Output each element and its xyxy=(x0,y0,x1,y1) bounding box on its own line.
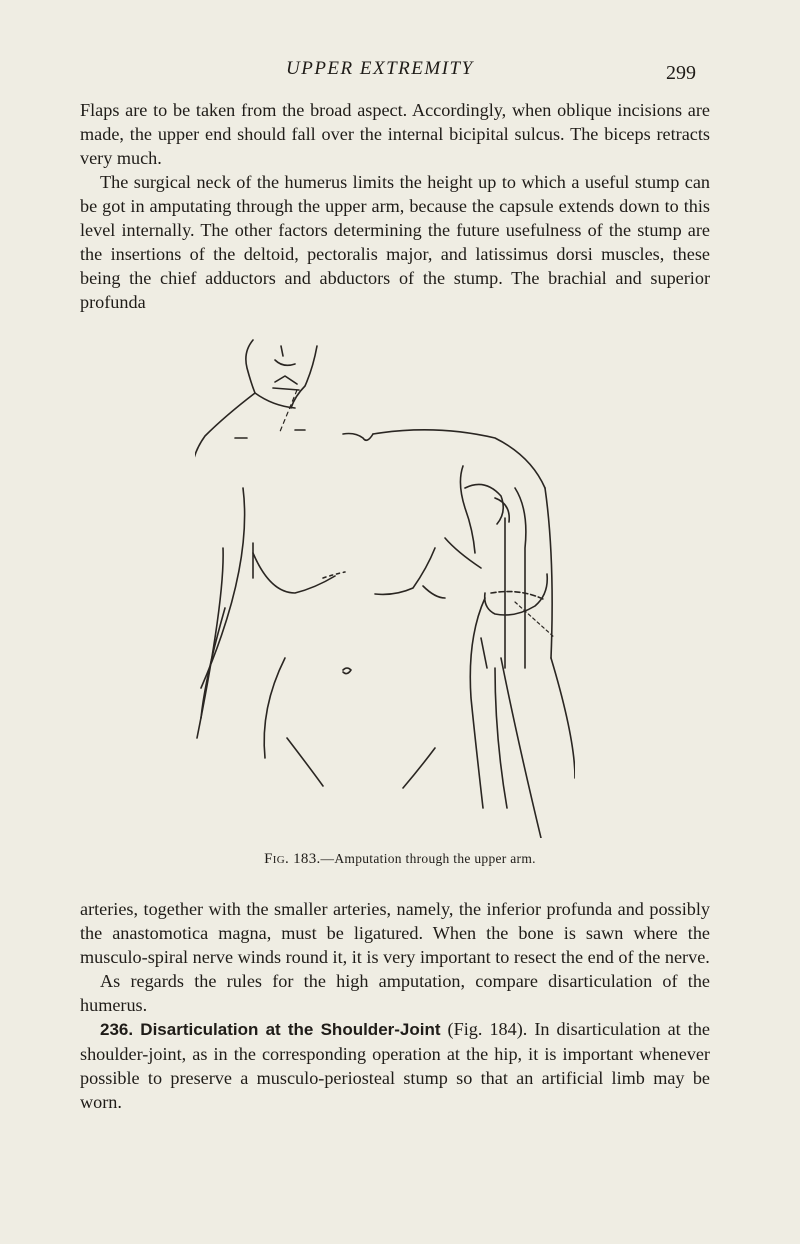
paragraph-surgical-neck: The surgical neck of the humerus limits the height up to which a useful stump can be got in amputating through the upper arm, because the capsule extends down to this level internally. The other factors determining the future usefulness of the stump are the insertions of the deltoid, pectoralis major, and latissimus dorsi muscles, these being the chief adductors and abductors of the stump. The brachial and superior profunda xyxy=(80,172,710,312)
neck-outline-right xyxy=(291,346,317,408)
arm-outer-lower xyxy=(551,658,575,778)
left-pectoral-curve xyxy=(253,553,335,593)
lip-mark xyxy=(281,346,283,356)
arm-outer-line xyxy=(515,488,526,668)
figure-label: Fig. 183. xyxy=(264,851,321,867)
page-number: 299 xyxy=(666,62,696,84)
incision-guide xyxy=(491,592,545,600)
humeral-head xyxy=(465,484,503,524)
larynx-line xyxy=(273,388,299,390)
paragraph-arteries: arteries, together with the smaller arteries, namely, the inferior profunda and possibly the anastomotica magna, must be ligatured. When the bone is sawn where the musculo-spiral nerve winds round it, it is very important to resect the end of the nerve. xyxy=(80,899,710,967)
arm-inner-line xyxy=(495,668,507,808)
chin-mark xyxy=(275,360,295,365)
amputation-incision xyxy=(485,574,548,615)
amputation-illustration xyxy=(195,338,575,838)
figure-caption-text: —Amputation through the upper arm. xyxy=(320,851,536,866)
left-flank-line xyxy=(264,658,285,758)
paragraph-high-amputation: As regards the rules for the high amputation, compare disarticulation of the humerus. xyxy=(80,971,710,1015)
body-text-top xyxy=(80,98,710,314)
running-title: UPPER EXTREMITY xyxy=(286,58,474,79)
humeral-head-inner xyxy=(495,498,509,522)
right-shoulder-outline xyxy=(373,430,545,488)
arm-inner-upper xyxy=(481,638,487,668)
right-axilla xyxy=(423,586,445,598)
body-text-bottom xyxy=(80,897,710,1114)
section-text: (Fig. 184). In disarticulation at the shoulder-joint, as in the corresponding operation at the hip, it is important whenever possible to preserve a musculo-periosteal stump so that an artificial limb may be worn. xyxy=(80,1019,710,1112)
right-pectoral-curve xyxy=(375,548,435,594)
right-abdomen-line xyxy=(403,748,435,788)
larynx-mark xyxy=(275,376,297,384)
forearm-edge xyxy=(501,658,541,838)
right-flank-line xyxy=(470,598,485,808)
figure-caption xyxy=(0,851,800,868)
neck-outline-left xyxy=(246,340,255,393)
neck-guide-line xyxy=(279,390,297,434)
deltoid-front xyxy=(460,466,475,553)
running-head xyxy=(0,58,800,88)
section-236 xyxy=(80,1017,710,1114)
navel-mark xyxy=(343,668,351,674)
left-abdomen-line xyxy=(287,738,323,786)
figure-amputation-upper-arm xyxy=(195,338,575,838)
left-shoulder-outline xyxy=(195,393,255,463)
throat-line xyxy=(255,393,295,408)
incision-flap-line xyxy=(515,602,555,638)
left-trunk-outline xyxy=(201,488,245,688)
paragraph-flaps: Flaps are to be taken from the broad aspect. Accordingly, when oblique incisions are made, the upper end should fall over the internal bicipital sulcus. The biceps retracts very much. xyxy=(80,100,710,168)
section-heading: 236. Disarticulation at the Shoulder-Joint xyxy=(100,1020,441,1039)
clavicle-right xyxy=(343,434,373,441)
